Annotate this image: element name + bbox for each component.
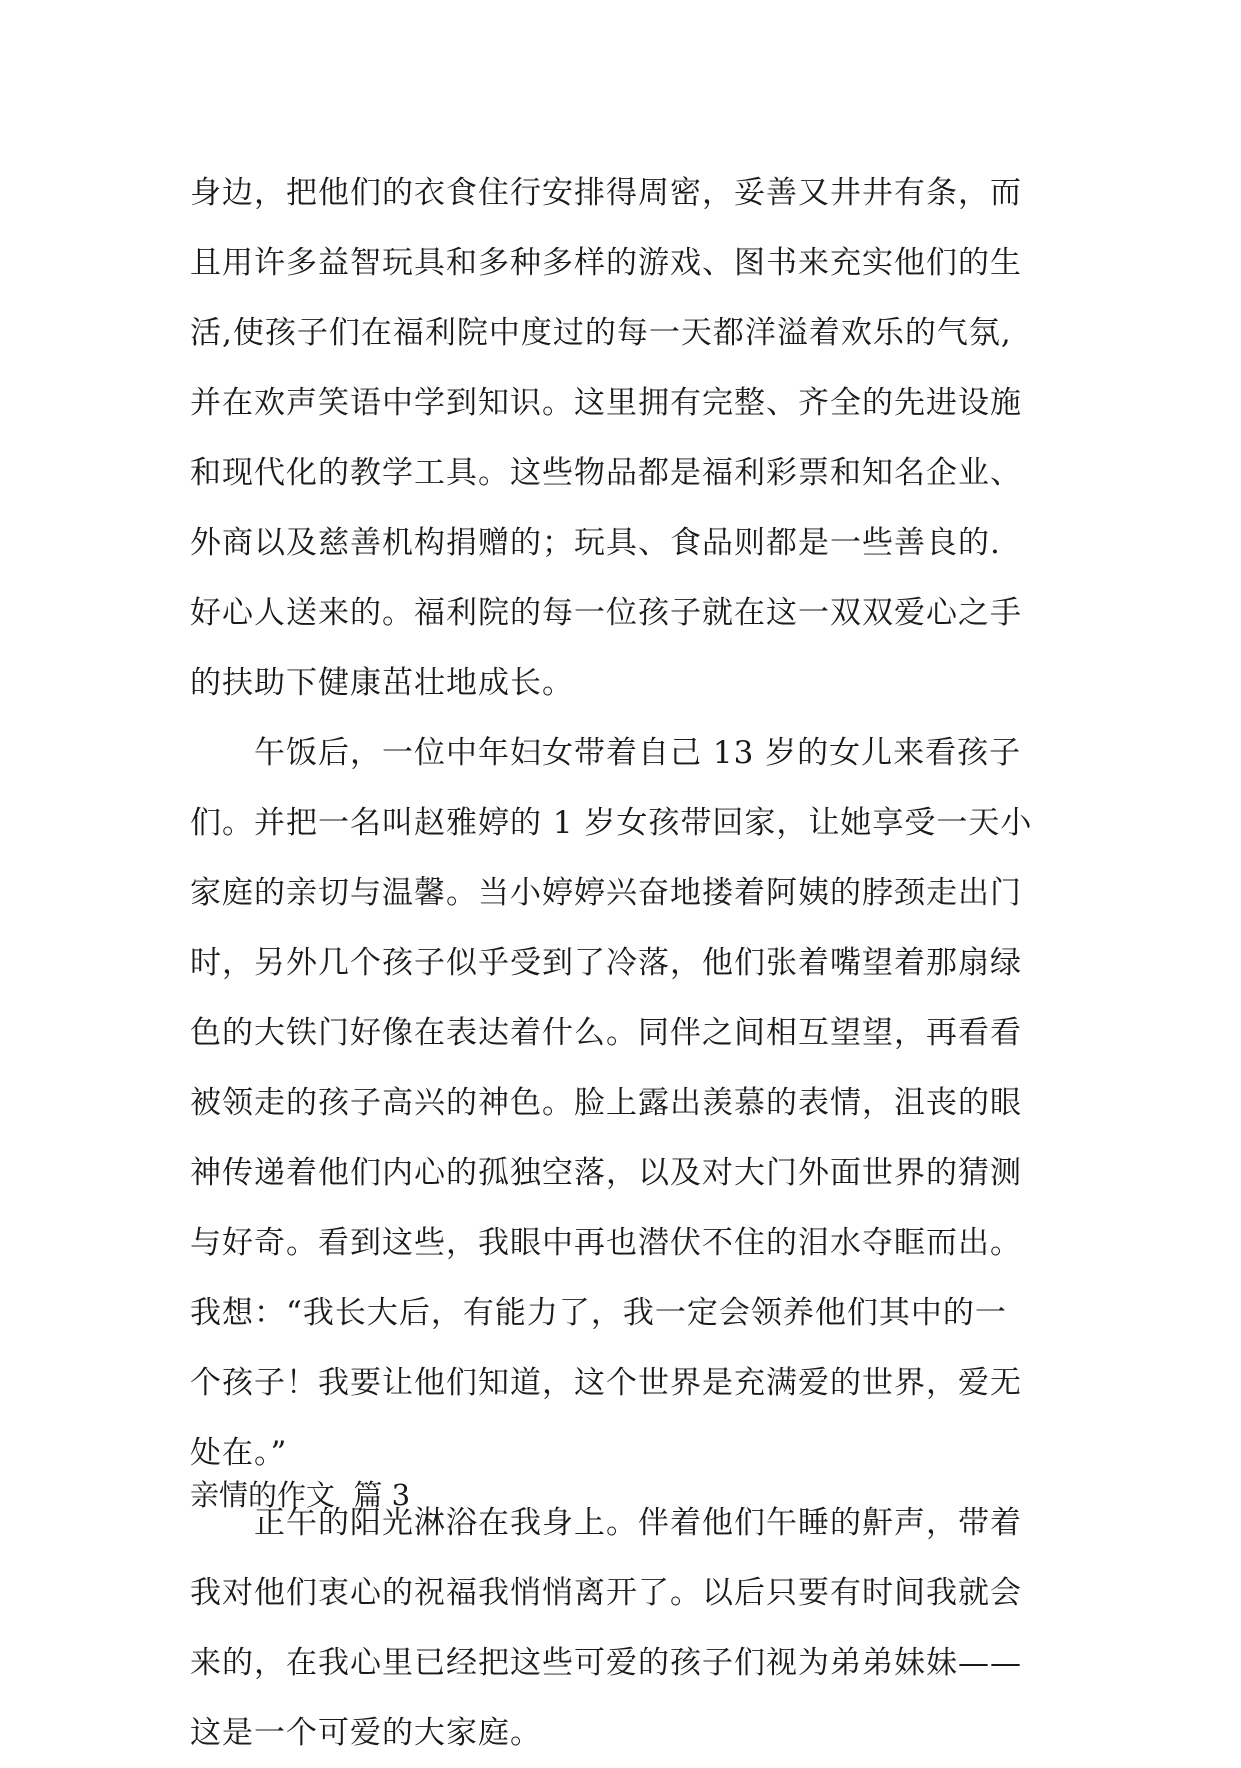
section-heading: 亲情的作文 篇 3 xyxy=(190,1478,411,1512)
text-line: 和现代化的教学工具。这些物品都是福利彩票和知名企业、 xyxy=(190,455,1022,491)
text-line: 时，另外几个孩子似乎受到了冷落，他们张着嘴望着那扇绿 xyxy=(190,945,1022,981)
text-line: 好心人送来的。福利院的每一位孩子就在这一双双爱心之手 xyxy=(190,595,1022,631)
text-line: 色的大铁门好像在表达着什么。同伴之间相互望望，再看看 xyxy=(190,1015,1022,1051)
text-line: 并在欢声笑语中学到知识。这里拥有完整、齐全的先进设施 xyxy=(190,385,1022,421)
paragraph-start-line: 正午的阳光淋浴在我身上。伴着他们午睡的鼾声，带着 xyxy=(254,1505,1022,1541)
text-line: 活,使孩子们在福利院中度过的每一天都洋溢着欢乐的气氛, xyxy=(190,315,1012,351)
text-line: 外商以及慈善机构捐赠的；玩具、食品则都是一些善良的. xyxy=(190,525,1001,561)
text-line: 且用许多益智玩具和多种多样的游戏、图书来充实他们的生 xyxy=(190,245,1022,281)
text-line: 我对他们衷心的祝福我悄悄离开了。以后只要有时间我就会 xyxy=(190,1575,1022,1611)
text-line: 个孩子！我要让他们知道，这个世界是充满爱的世界，爱无 xyxy=(190,1365,1022,1401)
text-line: 我想：“我长大后，有能力了，我一定会领养他们其中的一 xyxy=(190,1295,1007,1331)
text-line: 处在。” xyxy=(190,1435,288,1471)
essay-body xyxy=(190,158,1090,1768)
text-line: 被领走的孩子高兴的神色。脸上露出羡慕的表情，沮丧的眼 xyxy=(190,1085,1022,1121)
text-line: 与好奇。看到这些，我眼中再也潜伏不住的泪水夺眶而出。 xyxy=(190,1225,1022,1261)
text-line: 的扶助下健康茁壮地成长。 xyxy=(190,665,574,701)
text-line: 们。并把一名叫赵雅婷的 1 岁女孩带回家，让她享受一天小 xyxy=(190,805,1033,841)
text-line: 神传递着他们内心的孤独空落，以及对大门外面世界的猜测 xyxy=(190,1155,1022,1191)
text-line: 来的，在我心里已经把这些可爱的孩子们视为弟弟妹妹—— xyxy=(190,1645,1022,1681)
text-line: 家庭的亲切与温馨。当小婷婷兴奋地搂着阿姨的脖颈走出门 xyxy=(190,875,1022,911)
paragraph-start-line: 午饭后，一位中年妇女带着自己 13 岁的女儿来看孩子 xyxy=(254,735,1022,771)
text-line: 这是一个可爱的大家庭。 xyxy=(190,1715,542,1751)
text-line: 身边，把他们的衣食住行安排得周密，妥善又井井有条，而 xyxy=(190,175,1022,211)
